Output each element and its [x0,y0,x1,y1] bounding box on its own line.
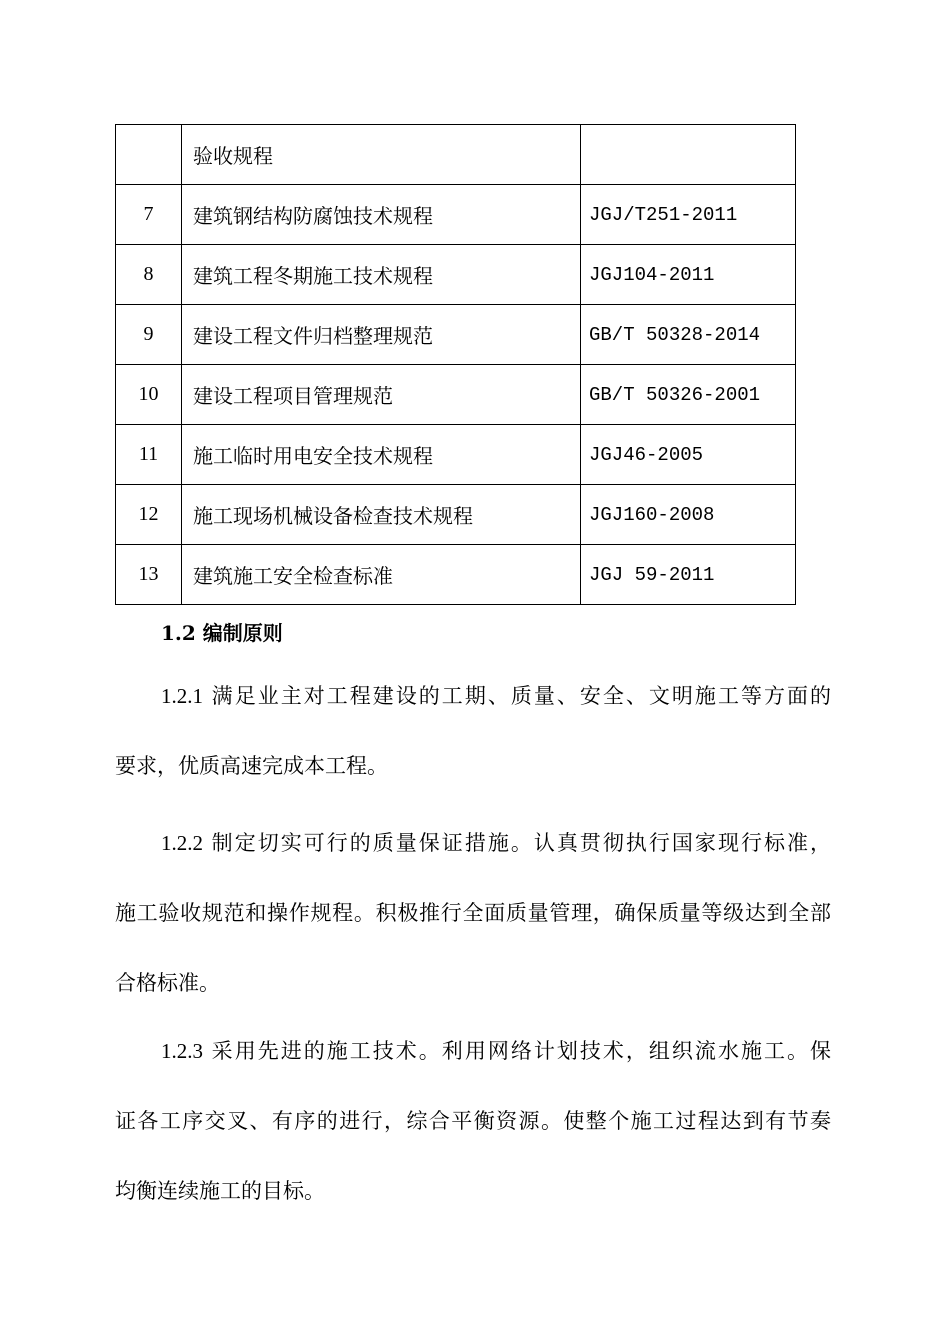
table-row [116,305,796,365]
standard-code: JGJ160-2008 [581,485,796,545]
paragraph-line [115,1016,831,1086]
paragraph-line [115,808,831,878]
paragraph-1-2-1 [115,661,831,801]
table-row [116,125,796,185]
row-number: 11 [116,425,182,485]
standard-name: 施工现场机械设备检查技术规程 [182,485,581,545]
row-number: 10 [116,365,182,425]
paragraph-1-2-2 [115,808,831,1018]
paragraph-1-2-3 [115,1016,831,1226]
standard-code: GB/T 50328-2014 [581,305,796,365]
standard-code: JGJ46-2005 [581,425,796,485]
paragraph-line [115,661,831,731]
standard-code [581,125,796,185]
row-number: 13 [116,545,182,605]
table-row [116,245,796,305]
table-row [116,185,796,245]
table-row [116,425,796,485]
standard-name: 建筑钢结构防腐蚀技术规程 [182,185,581,245]
line-text: 满足业主对工程建设的工期、质量、安全、文明施工等方面的 [203,684,831,708]
standard-code: JGJ/T251-2011 [581,185,796,245]
paragraph-line: 施工验收规范和操作规程。积极推行全面质量管理，确保质量等级达到全部 [115,901,831,925]
standard-name: 建筑工程冬期施工技术规程 [182,245,581,305]
clause-number: 1.2.2 [161,831,203,855]
section-heading: 1.2 编制原则 [161,621,283,645]
row-number: 8 [116,245,182,305]
standard-name: 验收规程 [182,125,581,185]
standard-name: 建设工程项目管理规范 [182,365,581,425]
paragraph-line: 要求，优质高速完成本工程。 [115,754,388,778]
paragraph-line: 合格标准。 [115,971,220,995]
paragraph-line: 证各工序交叉、有序的进行，综合平衡资源。使整个施工过程达到有节奏 [115,1109,831,1133]
standard-name: 建设工程文件归档整理规范 [182,305,581,365]
clause-number: 1.2.1 [161,684,203,708]
line-text: 制定切实可行的质量保证措施。认真贯彻执行国家现行标准， [203,831,831,855]
row-number: 12 [116,485,182,545]
standard-name: 建筑施工安全检查标准 [182,545,581,605]
row-number: 7 [116,185,182,245]
standards-table [115,124,796,605]
row-number [116,125,182,185]
standard-code: GB/T 50326-2001 [581,365,796,425]
standard-name: 施工临时用电安全技术规程 [182,425,581,485]
table-row [116,365,796,425]
standard-code: JGJ 59-2011 [581,545,796,605]
table-row [116,485,796,545]
clause-number: 1.2.3 [161,1039,203,1063]
paragraph-line: 均衡连续施工的目标。 [115,1179,325,1203]
row-number: 9 [116,305,182,365]
line-text: 采用先进的施工技术。利用网络计划技术，组织流水施工。保 [203,1039,831,1063]
standard-code: JGJ104-2011 [581,245,796,305]
table-row [116,545,796,605]
